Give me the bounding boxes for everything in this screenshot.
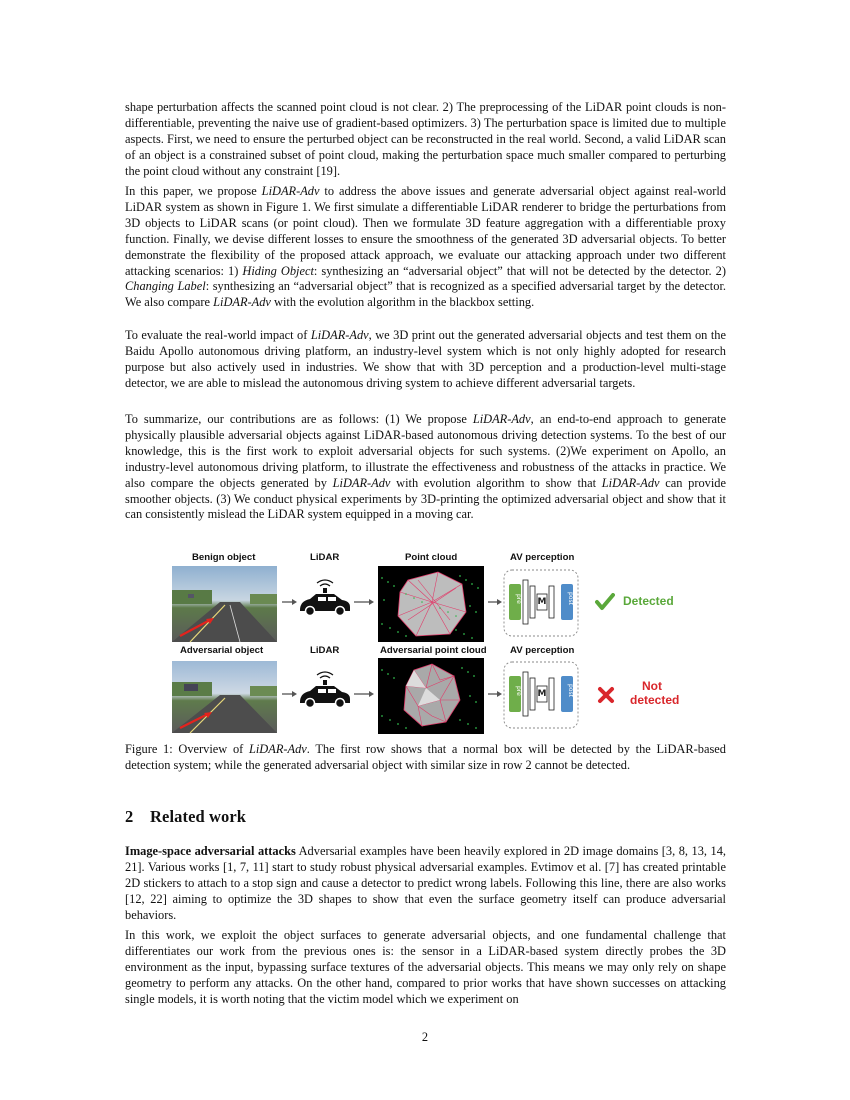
paragraph-text: shape perturbation affects the scanned point cloud is not clear. 2) The preprocessing of the LiDAR point clouds is non-differentiable, preventing the naive use of gradient-based optimizers. 3) The perturbation space is limited due to multiple aspects. First, we need to ensure the perturbed object can be reconstructed in the real world. Second, a valid LiDAR scan of an object is a constrained subset of point cloud, making the perturbation space much smaller compared to perturbing the point cloud without any constraint [19]. [125,100,726,178]
label-lidar: LiDAR [310,645,340,656]
point-cloud-benign [378,566,484,642]
text-run: , an end-to-end approach to generate physically plausible adversarial objects against LiDAR-based autonomous driving detection systems. To the best of our knowledge, this is the first work to exploit adversarial objects for such systems. (2)We experiment on Apollo, an industry-level autonomous driving platform, to illustrate the effectiveness and robustness of the attacks in practice. We also compare the objects generated by [125,412,726,490]
figure-graphics [170,550,590,736]
text-run: : synthesizing an “adversarial object” that is recognized as a specified adversarial target by the detector. We also compare [125,279,726,310]
section-title: Related work [150,807,247,826]
text-run: can provide smoother objects. (3) We conduct physical experiments by 3D-printing the optimized adversarial object and show that it can consistently mislead the LiDAR system equipped in a moving car. [125,475,726,522]
flow-arrow [488,599,502,697]
result-line: detected [630,693,680,707]
figure-caption [125,742,726,774]
paragraph-intro-continued [125,100,726,180]
result-line: Not [642,679,662,693]
flow-arrow [354,599,374,697]
section-number: 2 [125,807,134,826]
flow-arrow [282,599,297,697]
text-run: : synthesizing an “adversarial object” that will not be detected by the detector. 2) [313,263,726,278]
label-av-perception: AV perception [510,552,575,563]
caption-text: . The first row shows that a normal box will be detected by the LiDAR-based detection system; while the generated adversarial object with similar size in row 2 cannot be detected. [125,742,726,772]
method-name: LiDAR-Adv [332,475,391,490]
paragraph-proposal [125,184,726,311]
lidar-car-icon [300,580,350,616]
label-adversarial-object: Adversarial object [180,645,264,656]
paragraph-evaluation [125,328,726,392]
adversarial-road-photo [172,661,277,733]
paragraph-contributions [125,412,726,523]
benign-road-photo [172,566,277,642]
method-name: LiDAR-Adv [213,295,271,310]
label-point-cloud: Point cloud [405,552,458,563]
scenario-name: Changing Label [125,279,206,294]
section-heading [125,807,246,827]
label-lidar: LiDAR [310,552,340,563]
point-cloud-adversarial [378,658,484,734]
text-run: In this paper, we propose [125,184,262,198]
paragraph-image-space-attacks [125,844,726,924]
model-label: M [537,597,547,607]
method-name: LiDAR-Adv [472,412,531,426]
pre-stage-label: pre [515,594,522,604]
checkmark-icon [595,593,615,611]
method-name: LiDAR-Adv [248,742,307,756]
result-not-detected [630,679,680,707]
text-run: To evaluate the real-world impact of [125,328,311,342]
post-stage-label: post [567,592,574,605]
post-stage-label: post [567,684,574,697]
pre-stage-label: pre [515,686,522,696]
lidar-car-icon [300,672,350,708]
paragraph-our-work [125,928,726,1008]
paragraph-text: In this work, we exploit the object surfaces to generate adversarial objects, and one fundamental challenge that differentiates our work from the previous ones is: the sensor in a LiDAR-based system directly probes the 3D environment as the input, bypassing surface textures of the adversarial objects. This means we may only rely on shape geometry to perform any attacks. On the other hand, compared to prior works that have shown successes on attacking single models, it is worth noting that the victim model which we experiment on [125,928,726,1006]
result-detected: Detected [623,594,674,608]
scenario-name: Hiding Object [242,263,314,278]
method-name: LiDAR-Adv [261,184,320,198]
label-benign-object: Benign object [192,552,256,563]
label-av-perception: AV perception [510,645,575,656]
text-run: to address the above issues and generate adversarial object against real-world LiDAR system as shown in Figure 1. We first simulate a differentiable LiDAR renderer to bridge the perturbations from 3D objects to LiDAR scans (or point cloud). Then we formulate 3D feature aggregation with a differentiable proxy function. Finally, we devise different losses to ensure the smoothness of the generated 3D adversarial objects. To better demonstrate the flexibility of the proposed attack approach, we evaluate our attacking approach under two different attacking scenarios: 1) [125,184,726,278]
method-name: LiDAR-Adv [601,475,660,490]
text-run: with evolution algorithm to show that [390,475,602,490]
method-name: LiDAR-Adv [310,328,369,342]
run-in-heading: Image-space adversarial attacks [125,844,296,858]
text-run: To summarize, our contributions are as follows: (1) We propose [125,412,473,426]
text-run: with the evolution algorithm in the blackbox setting. [270,295,535,310]
text-run: Adversarial examples have been heavily explored in 2D image domains [3, 8, 13, 14, 21]. Various works [1, 7, 11] start to study robust physical adversarial examples. Evtimov et al. [7] has created printable 2D stickers to attach to a stop sign and cause a detector to predict wrong labels. Following this line, there are also works [12, 22] aiming to optimize the 3D shapes to show that even the surface geometry itself can produce adversarial behaviors. [125,844,726,922]
text-run: , we 3D print out the generated adversarial objects and test them on the Baidu Apollo autonomous driving platform, an industry-level system which is not only highly adopted for research purpose but also actively used in industries. We show that with 3D perception and a production-level multi-stage detector, we are able to mislead the autonomous driving system to achieve different adversarial targets. [125,328,726,390]
model-label: M [537,689,547,699]
figure-1 [170,550,680,736]
caption-text: Figure 1: Overview of [125,742,249,756]
cross-icon [597,686,615,704]
page-number: 2 [421,1030,429,1044]
label-adversarial-point-cloud: Adversarial point cloud [380,645,487,656]
